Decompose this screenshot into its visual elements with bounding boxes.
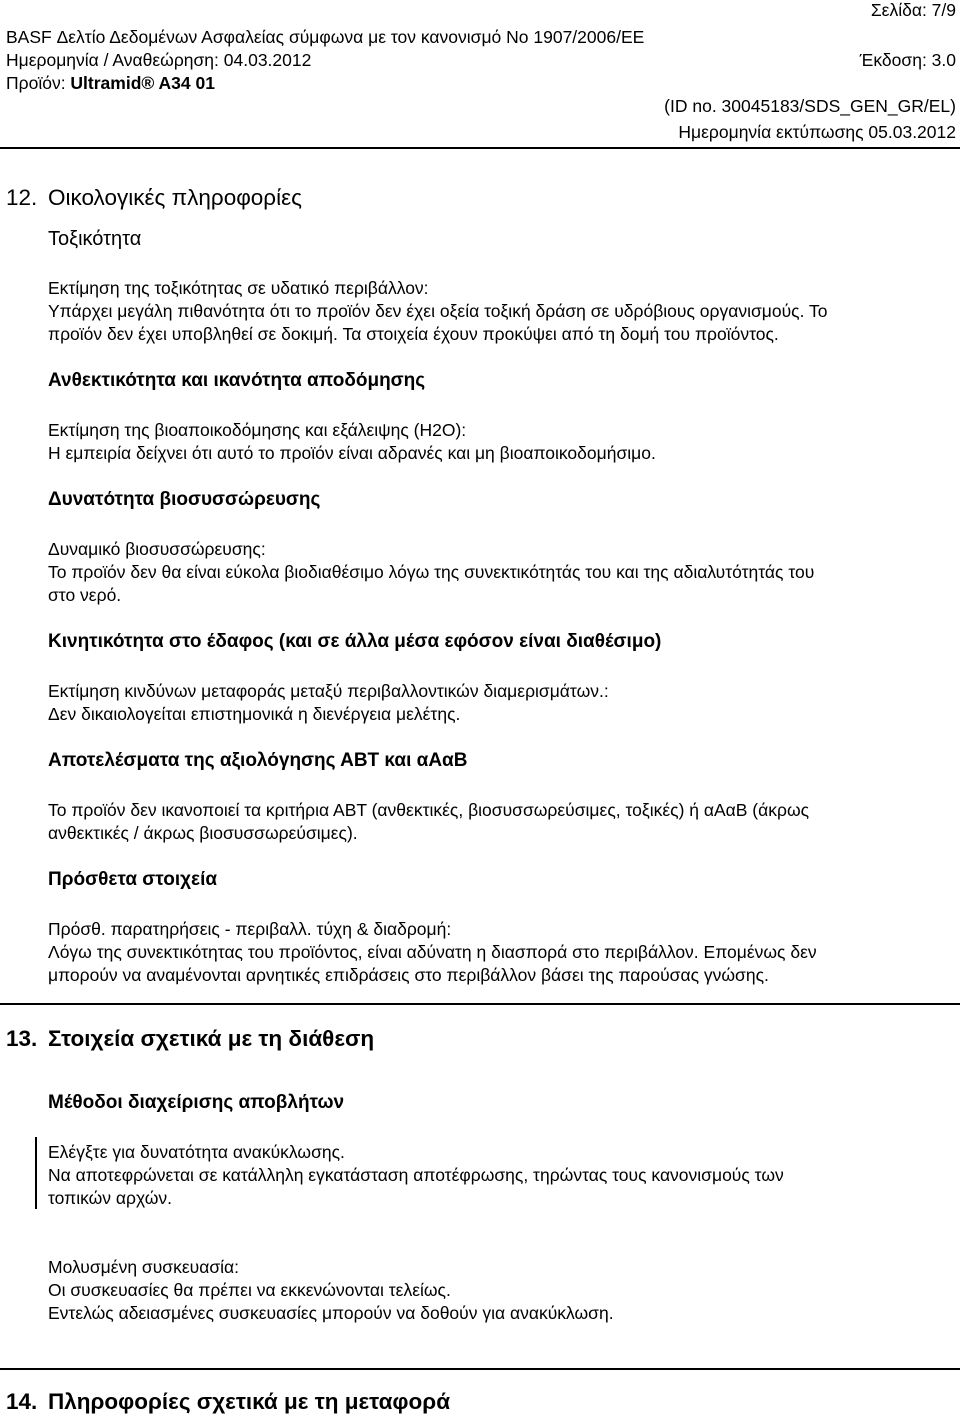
section-14-heading: [6, 1388, 450, 1416]
pbt-heading: Αποτελέσματα της αξιολόγησης ΑΒΤ και αΑαΒ: [48, 750, 468, 771]
page-number: Σελίδα: 7/9: [870, 0, 956, 20]
document-title: BASF Δελτίο Δεδομένων Ασφαλείας σύμφωνα με τον κανονισμό Νο 1907/2006/ΕΕ: [6, 27, 645, 47]
packaging-line: Οι συσκευασίες θα πρέπει να εκκενώνονται τελείως.: [48, 1280, 451, 1300]
section-14-title: Πληροφορίες σχετικά με τη μεταφορά: [48, 1389, 451, 1414]
persistence-heading: Ανθεκτικότητα και ικανότητα αποδόμησης: [48, 370, 426, 391]
header-divider: [0, 147, 960, 149]
toxicity-line: Εκτίμηση της τοξικότητας σε υδατικό περιβάλλον:: [48, 278, 429, 298]
section-13-title: Στοιχεία σχετικά με τη διάθεση: [48, 1026, 375, 1051]
section-13-heading: [6, 1025, 374, 1053]
toxicity-line: Υπάρχει μεγάλη πιθανότητα ότι το προϊόν δεν έχει οξεία τοξική δράση σε υδρόβιους οργανισμούς. Το: [48, 301, 828, 321]
additional-heading: Πρόσθετα στοιχεία: [48, 869, 218, 890]
section-divider: [0, 1368, 960, 1370]
section-13-number: 13.: [6, 1026, 38, 1051]
section-12-title: Οικολογικές πληροφορίες: [48, 185, 302, 210]
persistence-line: Η εμπειρία δείχνει ότι αυτό το προϊόν είναι αδρανές και μη βιοαποικοδομήσιμο.: [48, 443, 656, 463]
additional-line: μπορούν να αναμένονται αρνητικές επιδράσεις στο περιβάλλον βάσει της παρούσας γνώσης.: [48, 965, 769, 985]
pbt-line: ανθεκτικές / άκρως βιοσυσσωρεύσιμες).: [48, 823, 358, 843]
section-12-number: 12.: [6, 185, 38, 210]
packaging-line: Μολυσμένη συσκευασία:: [48, 1257, 239, 1277]
additional-line: Λόγω της συνεκτικότητας του προϊόντος, είναι αδύνατη η διασπορά στο περιβάλλον. Επομένως δεν: [48, 942, 817, 962]
bioaccumulation-line: στο νερό.: [48, 585, 122, 605]
print-date: Ημερομηνία εκτύπωσης 05.03.2012: [678, 122, 956, 142]
waste-heading: Μέθοδοι διαχείρισης αποβλήτων: [48, 1092, 345, 1113]
additional-line: Πρόσθ. παρατηρήσεις - περιβαλλ. τύχη & διαδρομή:: [48, 919, 452, 939]
packaging-line: Εντελώς αδειασμένες συσκευασίες μπορούν να δοθούν για ανακύκλωση.: [48, 1303, 614, 1323]
version: Έκδοση: 3.0: [859, 50, 956, 70]
product-line: [6, 73, 215, 93]
section-divider: [0, 1003, 960, 1005]
bioaccumulation-line: Δυναμικό βιοσυσσώρευσης:: [48, 539, 266, 559]
section-14-number: 14.: [6, 1389, 38, 1414]
waste-line: τοπικών αρχών.: [48, 1188, 172, 1208]
section-12-heading: [6, 184, 302, 212]
waste-line: Να αποτεφρώνεται σε κατάλληλη εγκατάσταση αποτέφρωσης, τηρώντας τους κανονισμούς των: [48, 1165, 784, 1185]
change-bar: [35, 1137, 37, 1209]
product-label: Προϊόν:: [6, 73, 71, 93]
toxicity-line: προϊόν δεν έχει υποβληθεί σε δοκιμή. Τα στοιχεία έχουν προκύψει από τη δομή του προϊόντος.: [48, 324, 779, 344]
waste-line: Ελέγξτε για δυνατότητα ανακύκλωσης.: [48, 1142, 345, 1162]
mobility-heading: Κινητικότητα στο έδαφος (και σε άλλα μέσα εφόσον είναι διαθέσιμο): [48, 631, 662, 652]
persistence-line: Εκτίμηση της βιοαποικοδόμησης και εξάλειψης (H2O):: [48, 420, 467, 440]
revision-date: Ημερομηνία / Αναθεώρηση: 04.03.2012: [6, 50, 312, 70]
toxicity-heading: Τοξικότητα: [48, 228, 142, 250]
bioaccumulation-heading: Δυνατότητα βιοσυσσώρευσης: [48, 489, 321, 510]
id-number: (ID no. 30045183/SDS_GEN_GR/EL): [664, 96, 956, 116]
product-name: Ultramid® A34 01: [70, 73, 215, 93]
bioaccumulation-line: Το προϊόν δεν θα είναι εύκολα βιοδιαθέσιμο λόγω της συνεκτικότητάς του και της αδιαλυτότητάς του: [48, 562, 815, 582]
pbt-line: Το προϊόν δεν ικανοποιεί τα κριτήρια ΑΒΤ (ανθεκτικές, βιοσυσσωρεύσιμες, τοξικές) ή αΑαΒ (άκρως: [48, 800, 810, 820]
mobility-line: Δεν δικαιολογείται επιστημονικά η διενέργεια μελέτης.: [48, 704, 461, 724]
mobility-line: Εκτίμηση κινδύνων μεταφοράς μεταξύ περιβαλλοντικών διαμερισμάτων.:: [48, 681, 609, 701]
